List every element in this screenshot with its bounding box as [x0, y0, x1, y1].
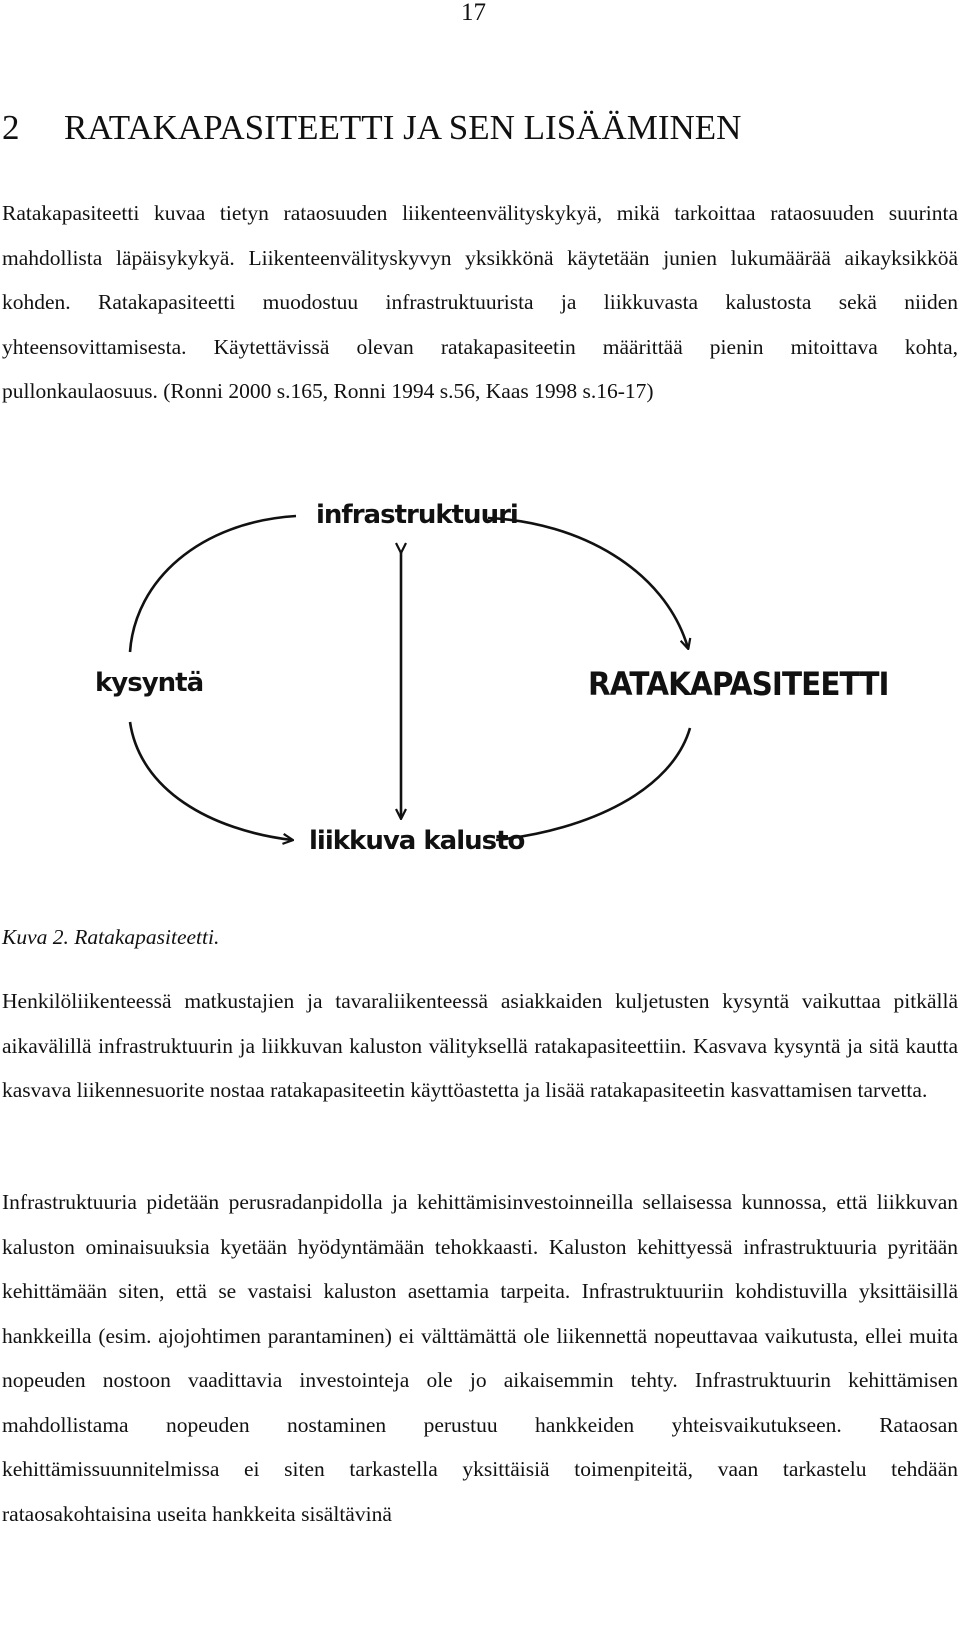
page-number: 17	[461, 0, 486, 26]
arc-bottom-right	[496, 728, 690, 840]
label-liikkuva-kalusto: liikkuva kalusto	[309, 826, 525, 856]
figure-caption: Kuva 2. Ratakapasiteetti.	[2, 925, 220, 949]
label-ratakapasiteetti: RATAKAPASITEETTI	[588, 665, 889, 703]
chapter-heading	[2, 108, 741, 148]
paragraph-demand: Henkilöliikenteessä matkustajien ja tavaraliikenteessä asiakkaiden kuljetusten kysyntä vaikuttaa pitkällä aikavälillä infrastruktuurin ja liikkuvan kaluston välityksellä ratakapasiteettiin. Kasvava kysyntä ja sitä kautta kasvava liikennesuorite nostaa ratakapasiteetin käyttöastetta ja lisää ratakapasiteetin kasvattamisen tarvetta.	[2, 989, 958, 1102]
arc-top-right	[488, 518, 688, 648]
paragraph-intro: Ratakapasiteetti kuvaa tietyn rataosuuden liikenteenvälityskykyä, mikä tarkoittaa rataosuuden suurinta mahdollista läpäisykykyä. Liikenteenvälityskyvyn yksikkönä käytetään junien lukumäärää aikayksikköä kohden. Ratakapasiteetti muodostuu infrastruktuurista ja liikkuvasta kalustosta sekä niiden yhteensovittamisesta. Käytettävissä olevan ratakapasiteetin määrittää pienin mitoittava kohta, pullonkaulaosuus. (Ronni 2000 s.165, Ronni 1994 s.56, Kaas 1998 s.16-17)	[2, 201, 958, 403]
arc-bottom-left	[130, 722, 292, 840]
label-infrastruktuuri: infrastruktuuri	[316, 500, 518, 530]
chapter-title: RATAKAPASITEETTI JA SEN LISÄÄMINEN	[64, 108, 742, 147]
paragraph-infrastructure: Infrastruktuuria pidetään perusradanpidolla ja kehittämisinvestoinneilla sellaisessa kunnossa, että liikkuvan kaluston ominaisuuksia kyetään hyödyntämään tehokkaasti. Kaluston kehittyessä infrastruktuuria pyritään kehittämään siten, että se vastaisi kaluston asettamia tarpeita. Infrastruktuuriin kohdistuvilla yksittäisillä hankkeilla (esim. ajojohtimen parantaminen) ei välttämättä ole liikennettä nopeuttavaa vaikutusta, ellei muita nopeuden nostoon vaadittavia investointeja ole jo aikaisemmin tehty. Infrastruktuurin kehittämisen mahdollistama nopeuden nostaminen perustuu hankkeiden yhteisvaikutukseen. Rataosan kehittämissuunnitelmissa ei siten tarkastella yksittäisiä toimenpiteitä, vaan tarkastelu tehdään rataosakohtaisina useita hankkeita sisältävinä	[2, 1190, 958, 1526]
arc-top-left	[130, 516, 296, 652]
chapter-number: 2	[2, 108, 20, 147]
label-kysynta: kysyntä	[95, 668, 204, 698]
capacity-diagram	[0, 500, 960, 900]
